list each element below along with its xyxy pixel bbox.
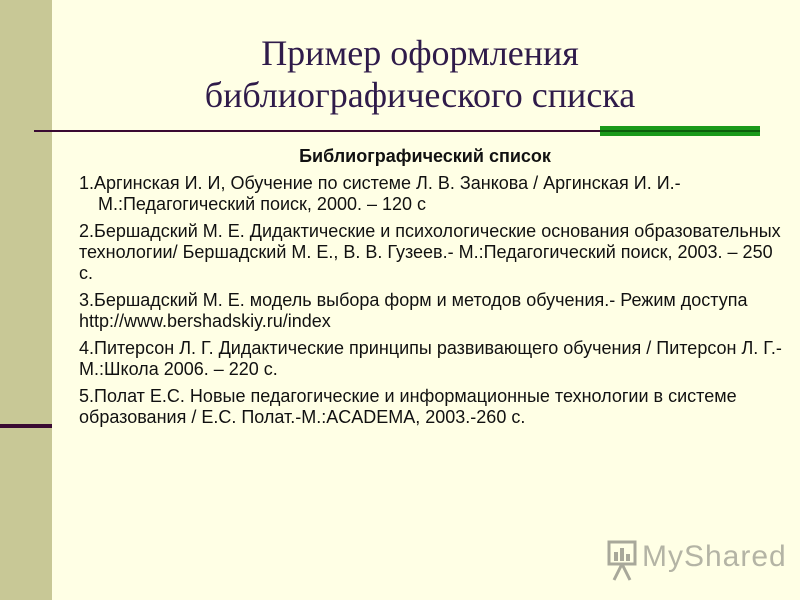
slide-title-line-1: Пример оформления xyxy=(261,33,579,73)
title-underline-accent xyxy=(600,126,760,136)
title-underline xyxy=(34,130,600,132)
bibliography-entry-2: 2.Бершадский М. Е. Дидактические и психологические основания образовательных технологии/ Бершадский М. Е., В. В. Гузеев.- М.:Педагогический поиск, 2003. – 250 с. xyxy=(79,221,781,283)
bibliography-entry-5: 5.Полат Е.С. Новые педагогические и информационные технологии в системе образования / Е.С. Полат.-М.:ACADEMA, 2003.-260 с. xyxy=(79,386,737,427)
bibliography-entry-3: 3.Бершадский М. Е. модель выбора форм и методов обучения.- Режим доступа http://www.bershadskiy.ru/index xyxy=(79,290,748,331)
left-decorative-bar xyxy=(0,0,52,600)
slide-title-line-2: библиографического списка xyxy=(204,75,636,115)
left-accent-line xyxy=(0,424,52,428)
presentation-board-icon xyxy=(606,538,640,584)
slide-title xyxy=(120,32,720,116)
bibliography-heading: Библиографический список xyxy=(299,146,551,166)
bibliography-entry-4: 4.Питерсон Л. Г. Дидактические принципы развивающего обучения / Питерсон Л. Г.-М.:Школа 2006. – 220 с. xyxy=(79,338,782,379)
watermark-text: MyShared xyxy=(642,540,787,573)
watermark-logo xyxy=(606,536,786,586)
bibliography-block xyxy=(60,146,790,434)
bibliography-entry-1: 1.Аргинская И. И, Обучение по системе Л. В. Занкова / Аргинская И. И.- М.:Педагогический поиск, 2000. – 120 с xyxy=(79,173,681,214)
